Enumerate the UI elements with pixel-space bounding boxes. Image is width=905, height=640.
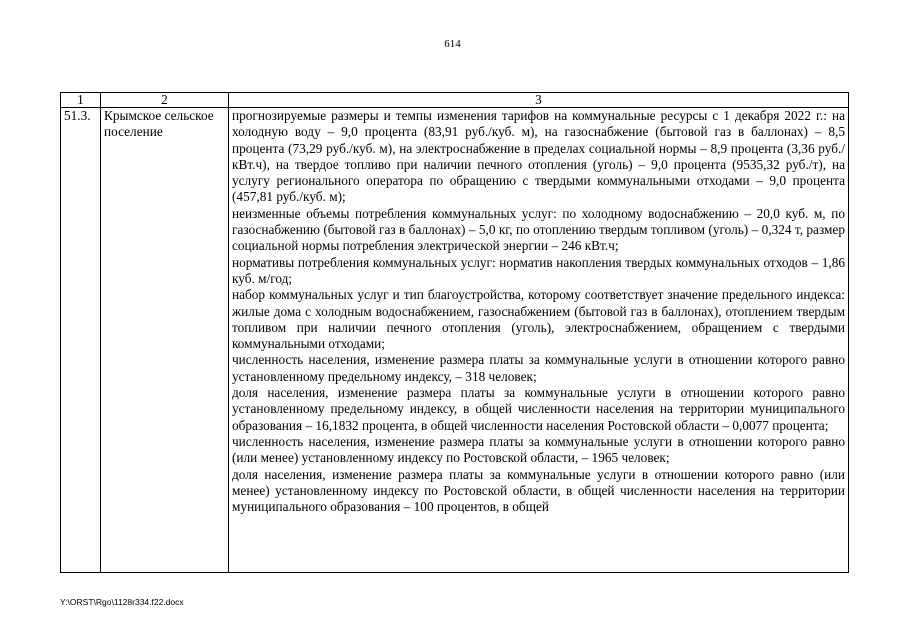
row-description xyxy=(232,108,845,572)
paragraph-norms: нормативы потребления коммунальных услуг: норматив накопления твердых коммунальных отходов – 1,86 куб. м/год; xyxy=(232,254,845,286)
file-path: Y:\ORST\Rgo\1128r334.f22.docx xyxy=(60,597,184,607)
header-cell-2: 2 xyxy=(101,93,229,108)
row-description-cell xyxy=(229,108,849,573)
header-cell-3: 3 xyxy=(229,93,849,108)
page-number: 614 xyxy=(444,38,461,50)
paragraph-population-limit: численность населения, изменение размера платы за коммунальные услуги в отношении которого равно установленному предельному индексу, – 318 человек; xyxy=(232,352,845,384)
row-number: 51.3. xyxy=(61,108,101,573)
paragraph-tariffs: прогнозируемые размеры и темпы изменения тарифов на коммунальные ресурсы с 1 декабря 2022 г.: на холодную воду – 9,0 процента (83,91 руб./куб. м), на газоснабжение (бытовой газ в баллонах) – 8,5 процента (73,29 руб./куб. м), на электроснабжение в пределах социальной нормы – 8,9 процента (3,36 руб./кВт.ч), на твердое топливо при наличии печного отопления (уголь) – 9,0 процента (9535,32 руб./т), на услугу регионального оператора по обращению с твердыми коммунальными отходами – 9,0 процента (457,81 руб./куб. м); xyxy=(232,108,845,205)
paragraph-share-limit: доля населения, изменение размера платы за коммунальные услуги в отношении которого равно установленному предельному индексу, в общей численности населения на территории муниципального образования – 16,1832 процента, в общей численности населения Ростовской области – 0,0077 процента; xyxy=(232,385,845,433)
settlement-name: Крымское сельское поселение xyxy=(101,108,229,573)
paragraph-population-regional: численность населения, изменение размера платы за коммунальные услуги в отношении которого равно (или менее) установленному индексу по Ростовской области, – 1965 человек; xyxy=(232,433,845,466)
paragraph-services-set: набор коммунальных услуг и тип благоустройства, которому соответствует значение предельного индекса: жилые дома с холодным водоснабжением, газоснабжением (бытовой газ в баллонах), отоплением твердым топливом при наличии печного отопления (уголь), электроснабжением, обращением с твердыми коммунальными отходами; xyxy=(232,287,845,352)
table-header-row xyxy=(61,93,849,108)
header-cell-1: 1 xyxy=(61,93,101,108)
tariff-table xyxy=(60,92,849,573)
paragraph-volumes: неизменные объемы потребления коммунальных услуг: по холодному водоснабжению – 20,0 куб. м, по газоснабжению (бытовой газ в баллонах) – 5,0 кг, по отоплению твердым топливом (уголь) – 0,324 т, размер социальной нормы потребления электрической энергии – 246 кВт.ч; xyxy=(232,205,845,254)
paragraph-share-regional: доля населения, изменение размера платы за коммунальные услуги в отношении которого равно (или менее) установленному индексу по Ростовской области, в общей численности населения на территории муниципального образования – 100 процентов, в общей xyxy=(232,466,845,515)
table-row xyxy=(61,108,849,573)
